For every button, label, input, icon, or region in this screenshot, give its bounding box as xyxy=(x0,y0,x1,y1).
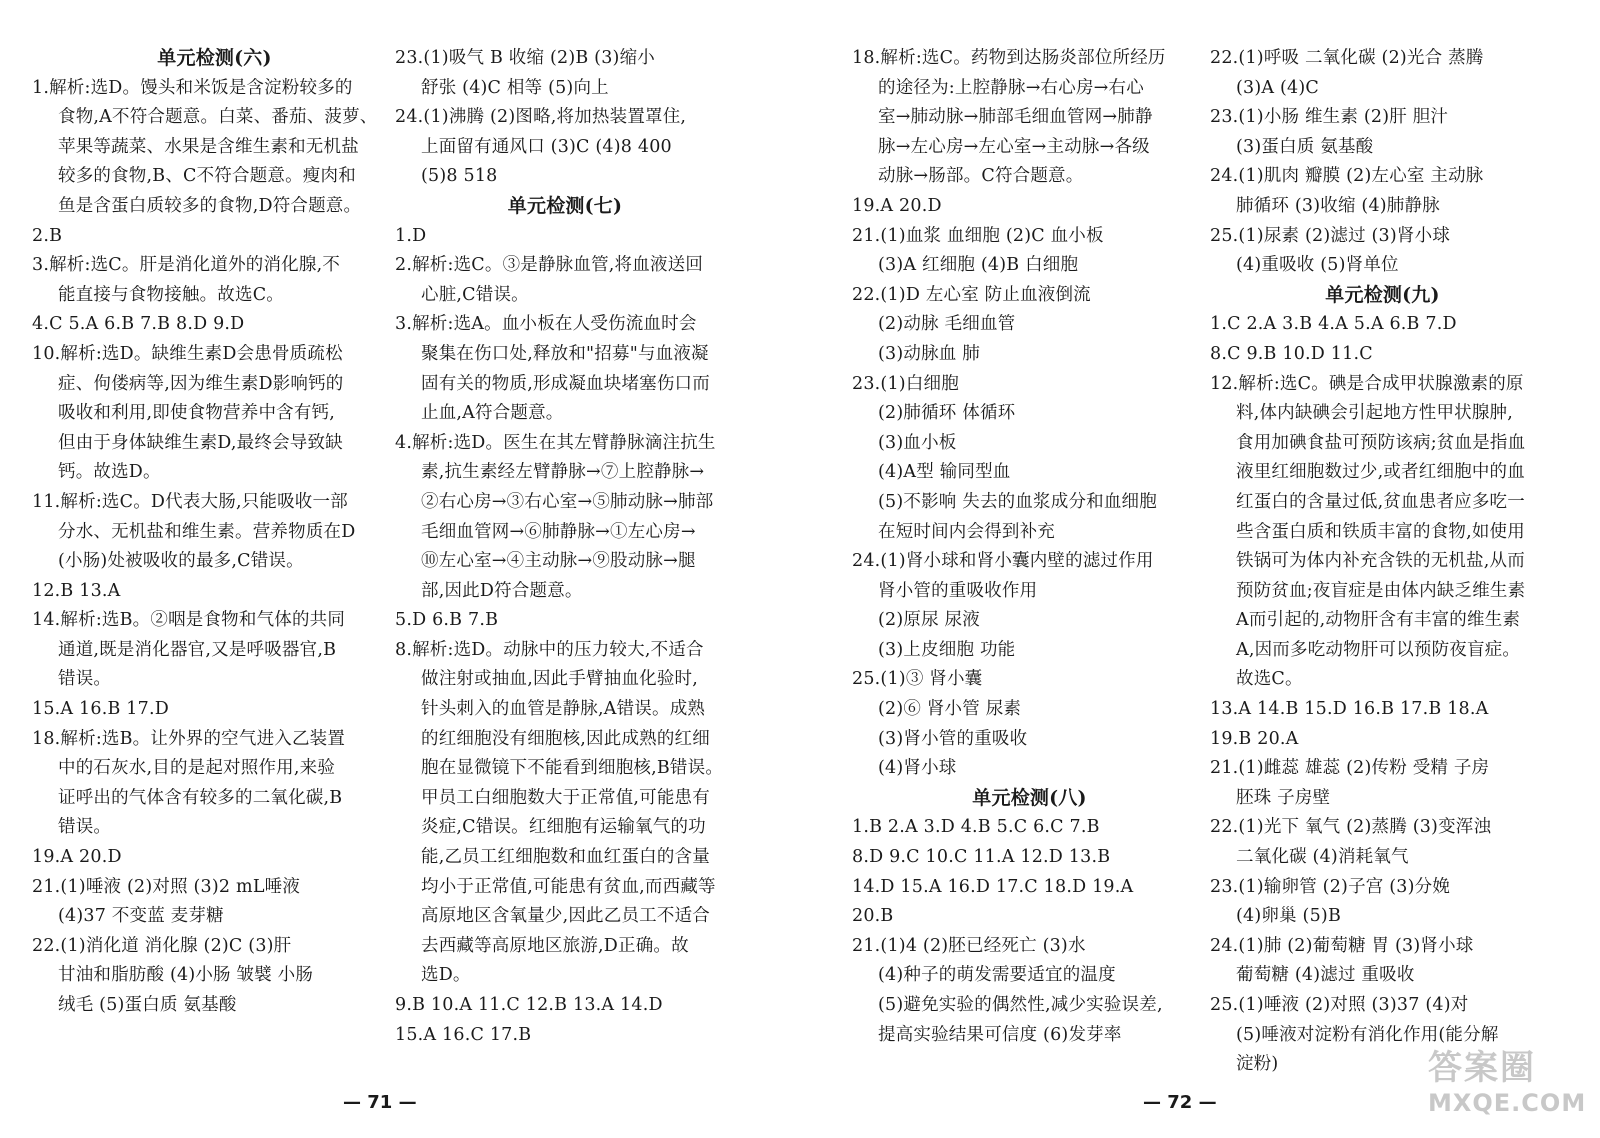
answer-line: 14.D 15.A 16.D 17.C 18.D 19.A xyxy=(852,876,1134,897)
answer-line: 提高实验结果可信度 (6)发芽率 xyxy=(878,1024,1122,1045)
answer-line: 错误。 xyxy=(58,669,112,690)
answer-line: 甘油和脂肪酸 (4)小肠 皱襞 小肠 xyxy=(58,965,314,986)
watermark-logo-url: MXQE.COM xyxy=(1428,1089,1587,1117)
answer-line: 25.(1)唾液 (2)对照 (3)37 (4)对 xyxy=(1210,995,1469,1015)
answer-line: (2)动脉 毛细血管 xyxy=(878,314,1016,335)
answer-line: 故选C。 xyxy=(1236,669,1303,690)
answer-line: 料,体内缺碘会引起地方性甲状腺肿, xyxy=(1236,403,1514,424)
answer-line: 2.解析:选C。③是静脉血管,将血液送回 xyxy=(395,255,704,276)
answer-line: 均小于正常值,可能患有贫血,而西藏等 xyxy=(421,876,716,897)
answer-line: 鱼是含蛋白质较多的食物,D符合题意。 xyxy=(58,195,362,216)
answer-line: 通道,既是消化器官,又是呼吸器官,B xyxy=(58,639,337,660)
answer-line: 18.解析:选C。药物到达肠炎部位所经历 xyxy=(852,48,1166,68)
answer-line: 1.D xyxy=(395,225,427,246)
answer-line: 绒毛 (5)蛋白质 氨基酸 xyxy=(58,995,237,1015)
answer-line: (4)37 不变蓝 麦芽糖 xyxy=(58,906,224,927)
answer-line: 液里红细胞数过少,或者红细胞中的血 xyxy=(1236,462,1525,483)
answer-line: 铁锅可为体内补充含铁的无机盐,从而 xyxy=(1236,551,1525,572)
answer-line: 素,抗生素经左臂静脉→⑦上腔静脉→ xyxy=(421,462,705,483)
answer-line: (5)避免实验的偶然性,减少实验误差, xyxy=(878,995,1163,1015)
answer-line: 23.(1)吸气 B 收缩 (2)B (3)缩小 xyxy=(395,48,655,68)
answer-line: 24.(1)沸腾 (2)图略,将加热装置罩住, xyxy=(395,107,687,128)
answer-line: 中的石灰水,目的是起对照作用,来验 xyxy=(58,758,336,779)
answer-line: 脉→左心房→左心室→主动脉→各级 xyxy=(878,136,1150,157)
answer-line: 的红细胞没有细胞核,因此成熟的红细 xyxy=(421,728,710,749)
answer-line: 心脏,C错误。 xyxy=(421,284,529,305)
answer-line: 14.解析:选B。②咽是食物和气体的共同 xyxy=(32,610,346,631)
watermark-logo-text: 答案圈 xyxy=(1428,1048,1536,1088)
answer-line: 食物,A不符合题意。白菜、番茄、菠萝、 xyxy=(58,107,378,128)
answer-line: 红蛋白的含量过低,贫血患者应多吃一 xyxy=(1236,491,1525,512)
answer-line: A,因而多吃动物肝可以预防夜盲症。 xyxy=(1236,639,1521,660)
answer-line: 但由于身体缺维生素D,最终会导致缺 xyxy=(58,432,343,453)
section-title: 单元检测(六) xyxy=(157,47,272,69)
answer-line: 预防贫血;夜盲症是由体内缺乏维生素 xyxy=(1236,580,1526,601)
answer-line: 的途径为:上腔静脉→右心房→右心 xyxy=(878,77,1144,98)
answer-line: ②右心房→③右心室→⑤肺动脉→肺部 xyxy=(421,491,714,512)
answer-line: 24.(1)肺 (2)葡萄糖 胃 (3)肾小球 xyxy=(1210,935,1474,956)
answer-line: 做注射或抽血,因此手臂抽血化验时, xyxy=(421,669,699,690)
answer-line: 在短时间内会得到补充 xyxy=(878,521,1055,542)
answer-line: 3.解析:选C。肝是消化道外的消化腺,不 xyxy=(32,255,341,276)
answer-line: 能,乙员工红细胞数和血红蛋白的含量 xyxy=(421,847,710,868)
answer-column-2 xyxy=(395,44,735,1050)
answer-line: 舒张 (4)C 相等 (5)向上 xyxy=(421,77,609,98)
answer-line: 9.B 10.A 11.C 12.B 13.A 14.D xyxy=(395,995,663,1015)
answer-line: (3)动脉血 肺 xyxy=(878,343,980,364)
answer-line: (2)原尿 尿液 xyxy=(878,610,980,631)
answer-line: 3.解析:选A。血小板在人受伤流血时会 xyxy=(395,314,697,335)
answer-line: 21.(1)血浆 血细胞 (2)C 血小板 xyxy=(852,225,1104,246)
answer-line: 食用加碘食盐可预防该病;贫血是指血 xyxy=(1236,432,1526,453)
answer-line: 22.(1)光下 氧气 (2)蒸腾 (3)变浑浊 xyxy=(1210,817,1492,838)
answer-line: 固有关的物质,形成凝血块堵塞伤口而 xyxy=(421,373,710,394)
answer-line: (5)8 518 xyxy=(421,166,498,187)
answer-line: 聚集在伤口处,释放和"招募"与血液凝 xyxy=(421,343,709,364)
answer-line: (3)A 红细胞 (4)B 白细胞 xyxy=(878,255,1079,276)
answer-line: (3)肾小管的重吸收 xyxy=(878,728,1028,749)
answer-line: 动脉→肠部。C符合题意。 xyxy=(878,166,1084,187)
answer-line: 症、佝偻病等,因为维生素D影响钙的 xyxy=(58,373,344,394)
answer-line: (3)血小板 xyxy=(878,432,957,453)
answer-line: 针头刺入的血管是静脉,A错误。成熟 xyxy=(421,699,706,720)
answer-line: 2.B xyxy=(32,225,63,246)
answer-line: 23.(1)输卵管 (2)子宫 (3)分娩 xyxy=(1210,876,1451,897)
answer-line: 20.B xyxy=(852,906,894,927)
answer-column-1 xyxy=(32,44,387,1021)
answer-line: 21.(1)唾液 (2)对照 (3)2 mL唾液 xyxy=(32,876,301,897)
answer-line: 13.A 14.B 15.D 16.B 17.B 18.A xyxy=(1210,699,1489,720)
answer-line: 19.A 20.D xyxy=(32,847,122,868)
answer-line: (3)上皮细胞 功能 xyxy=(878,639,1016,660)
answer-line: (4)卵巢 (5)B xyxy=(1236,906,1342,927)
answer-line: 19.B 20.A xyxy=(1210,728,1299,749)
answer-line: 肺循环 (3)收缩 (4)肺静脉 xyxy=(1236,195,1440,216)
answer-line: 8.D 9.C 10.C 11.A 12.D 13.B xyxy=(852,847,1111,868)
answer-line: 1.解析:选D。馒头和米饭是含淀粉较多的 xyxy=(32,77,353,98)
answer-line: 4.解析:选D。医生在其左臂静脉滴注抗生 xyxy=(395,432,716,453)
answer-line: (5)不影响 失去的血浆成分和血细胞 xyxy=(878,491,1157,512)
answer-line: (4)重吸收 (5)肾单位 xyxy=(1236,255,1399,276)
answer-line: 淀粉) xyxy=(1236,1054,1279,1075)
answer-line: (2)⑥ 肾小管 尿素 xyxy=(878,699,1022,720)
answer-line: 止血,A符合题意。 xyxy=(421,403,564,424)
answer-line: 25.(1)尿素 (2)滤过 (3)肾小球 xyxy=(1210,225,1451,246)
answer-line: (4)种子的萌发需要适宜的温度 xyxy=(878,965,1116,986)
answer-line: (3)蛋白质 氨基酸 xyxy=(1236,136,1374,157)
answer-line: 肾小管的重吸收作用 xyxy=(878,580,1038,601)
answer-line: 吸收和利用,即使食物营养中含有钙, xyxy=(58,403,336,424)
answer-line: 毛细血管网→⑥肺静脉→①左心房→ xyxy=(421,521,696,542)
answer-line: A而引起的,动物肝含有丰富的维生素 xyxy=(1236,610,1521,631)
answer-line: 胞在显微镜下不能看到细胞核,B错误。 xyxy=(421,758,724,779)
answer-line: 18.解析:选B。让外界的空气进入乙装置 xyxy=(32,728,346,749)
answer-line: ⑩左心室→④主动脉→⑨股动脉→腿 xyxy=(421,551,696,572)
answer-line: 22.(1)消化道 消化腺 (2)C (3)肝 xyxy=(32,935,292,956)
answer-line: 较多的食物,B、C不符合题意。瘦肉和 xyxy=(58,166,356,187)
answer-line: 23.(1)白细胞 xyxy=(852,373,959,394)
answer-line: (4)A型 输同型血 xyxy=(878,462,1011,483)
answer-line: 10.解析:选D。缺维生素D会患骨质疏松 xyxy=(32,343,343,364)
answer-line: 甲员工白细胞数大于正常值,可能患有 xyxy=(421,787,710,808)
answer-line: (小肠)处被吸收的最多,C错误。 xyxy=(58,551,304,572)
page-number-right: — 72 — xyxy=(1143,1092,1217,1113)
answer-line: 15.A 16.B 17.D xyxy=(32,699,169,720)
answer-line: 23.(1)小肠 维生素 (2)肝 胆汁 xyxy=(1210,107,1449,128)
section-title: 单元检测(七) xyxy=(507,194,623,217)
answer-line: (3)A (4)C xyxy=(1236,77,1319,98)
answer-line: 24.(1)肾小球和肾小囊内壁的滤过作用 xyxy=(852,551,1154,572)
answer-line: 1.C 2.A 3.B 4.A 5.A 6.B 7.D xyxy=(1210,314,1457,335)
answer-line: 22.(1)呼吸 二氧化碳 (2)光合 蒸腾 xyxy=(1210,48,1484,68)
answer-line: 去西藏等高原地区旅游,D正确。故 xyxy=(421,935,689,956)
answer-line: 12.B 13.A xyxy=(32,580,121,601)
page-number-left: — 71 — xyxy=(343,1092,417,1113)
answer-line: 选D。 xyxy=(421,965,471,986)
answer-line: 部,因此D符合题意。 xyxy=(421,580,583,601)
watermark-logo xyxy=(1428,1040,1587,1130)
answer-line: 胚珠 子房壁 xyxy=(1236,787,1331,808)
answer-line: 苹果等蔬菜、水果是含维生素和无机盐 xyxy=(58,136,359,157)
answer-line: 错误。 xyxy=(58,817,112,838)
answer-line: 室→肺动脉→肺部毛细血管网→肺静 xyxy=(878,107,1153,128)
answer-line: 上面留有通风口 (3)C (4)8 400 xyxy=(421,136,672,157)
answer-line: (5)唾液对淀粉有消化作用(能分解 xyxy=(1236,1024,1499,1045)
answer-line: 二氧化碳 (4)消耗氧气 xyxy=(1236,847,1409,868)
answer-line: 些含蛋白质和铁质丰富的食物,如使用 xyxy=(1236,521,1525,542)
answer-line: 证呼出的气体含有较多的二氧化碳,B xyxy=(58,787,343,808)
answer-line: 8.C 9.B 10.D 11.C xyxy=(1210,343,1373,364)
answer-line: 12.解析:选C。碘是合成甲状腺激素的原 xyxy=(1210,373,1524,394)
answer-line: (2)肺循环 体循环 xyxy=(878,403,1016,424)
answer-line: (4)肾小球 xyxy=(878,758,957,779)
answer-line: 8.解析:选D。动脉中的压力较大,不适合 xyxy=(395,639,704,660)
answer-line: 21.(1)4 (2)胚已经死亡 (3)水 xyxy=(852,935,1086,956)
answer-line: 能直接与食物接触。故选C。 xyxy=(58,284,284,305)
section-title: 单元检测(九) xyxy=(1325,283,1440,306)
answer-line: 19.A 20.D xyxy=(852,195,942,216)
answer-line: 25.(1)③ 肾小囊 xyxy=(852,669,983,690)
answer-line: 11.解析:选C。D代表大肠,只能吸收一部 xyxy=(32,491,348,512)
answer-line: 15.A 16.C 17.B xyxy=(395,1024,532,1045)
answer-line: 21.(1)雌蕊 雄蕊 (2)传粉 受精 子房 xyxy=(1210,758,1490,779)
section-title: 单元检测(八) xyxy=(972,786,1087,809)
answer-line: 24.(1)肌肉 瓣膜 (2)左心室 主动脉 xyxy=(1210,166,1484,187)
answer-line: 葡萄糖 (4)滤过 重吸收 xyxy=(1236,965,1415,986)
answer-line: 分水、无机盐和维生素。营养物质在D xyxy=(58,521,356,542)
answer-line: 炎症,C错误。红细胞有运输氧气的功 xyxy=(421,817,706,838)
answer-line: 1.B 2.A 3.D 4.B 5.C 6.C 7.B xyxy=(852,817,1100,838)
answer-column-4 xyxy=(1210,44,1555,1080)
answer-column-3 xyxy=(852,44,1207,1050)
answer-line: 5.D 6.B 7.B xyxy=(395,610,499,631)
answer-line: 高原地区含氧量少,因此乙员工不适合 xyxy=(421,906,710,927)
answer-line: 钙。故选D。 xyxy=(58,462,161,483)
answer-line: 22.(1)D 左心室 防止血液倒流 xyxy=(852,284,1091,305)
answer-line: 4.C 5.A 6.B 7.B 8.D 9.D xyxy=(32,314,245,335)
